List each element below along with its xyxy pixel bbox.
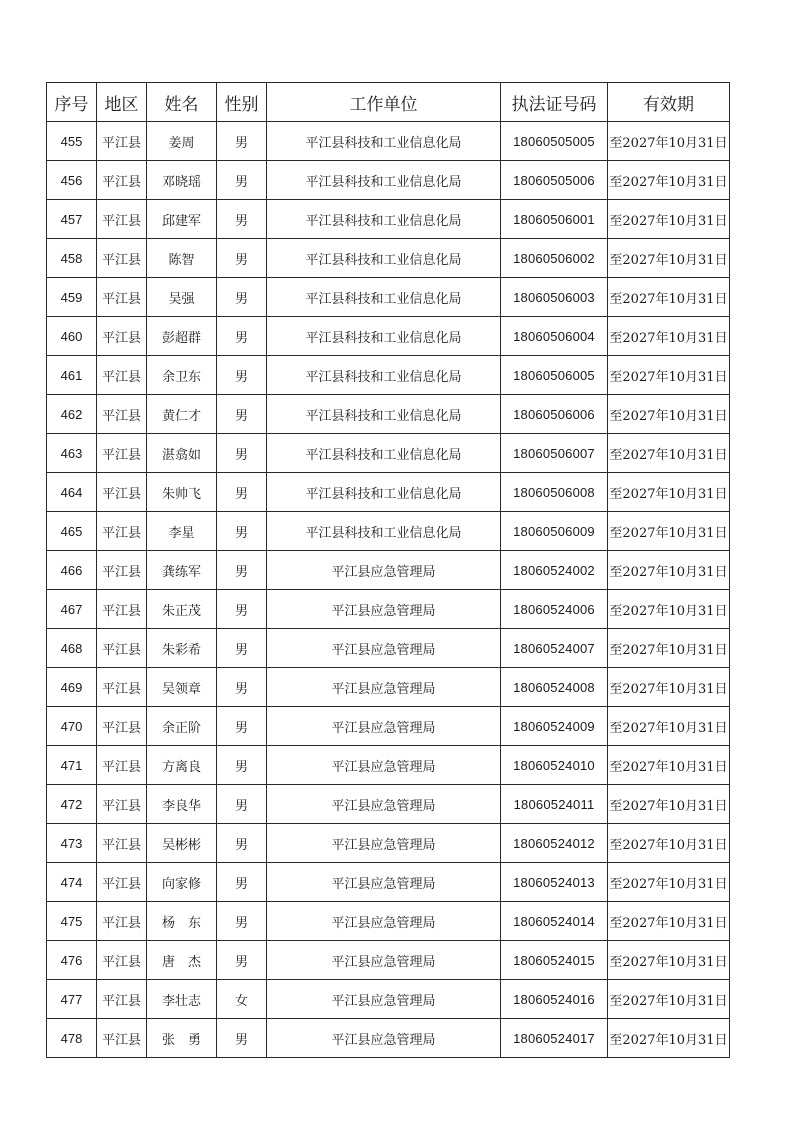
cell-valid: 至2027年10月31日 xyxy=(608,122,730,161)
cell-unit: 平江县应急管理局 xyxy=(267,824,501,863)
cell-cert: 18060524012 xyxy=(501,824,608,863)
table-row xyxy=(47,317,730,356)
cell-valid: 至2027年10月31日 xyxy=(608,590,730,629)
cell-region: 平江县 xyxy=(97,863,147,902)
table-row xyxy=(47,1019,730,1058)
cell-seq: 463 xyxy=(47,434,97,473)
cell-unit: 平江县应急管理局 xyxy=(267,902,501,941)
cell-gender: 男 xyxy=(217,200,267,239)
cell-seq: 459 xyxy=(47,278,97,317)
cell-unit: 平江县科技和工业信息化局 xyxy=(267,161,501,200)
table-row xyxy=(47,473,730,512)
cell-seq: 455 xyxy=(47,122,97,161)
cell-name: 朱正茂 xyxy=(147,590,217,629)
cell-seq: 465 xyxy=(47,512,97,551)
cell-valid: 至2027年10月31日 xyxy=(608,473,730,512)
cell-cert: 18060524014 xyxy=(501,902,608,941)
cell-unit: 平江县科技和工业信息化局 xyxy=(267,395,501,434)
cell-seq: 456 xyxy=(47,161,97,200)
cell-valid: 至2027年10月31日 xyxy=(608,317,730,356)
cell-cert: 18060506008 xyxy=(501,473,608,512)
cell-cert: 18060524010 xyxy=(501,746,608,785)
cell-name: 彭超群 xyxy=(147,317,217,356)
cell-valid: 至2027年10月31日 xyxy=(608,551,730,590)
cell-cert: 18060505005 xyxy=(501,122,608,161)
cell-region: 平江县 xyxy=(97,239,147,278)
cell-gender: 男 xyxy=(217,239,267,278)
cell-unit: 平江县应急管理局 xyxy=(267,746,501,785)
cell-unit: 平江县应急管理局 xyxy=(267,1019,501,1058)
cell-unit: 平江县应急管理局 xyxy=(267,590,501,629)
cell-region: 平江县 xyxy=(97,317,147,356)
table-row xyxy=(47,629,730,668)
cell-valid: 至2027年10月31日 xyxy=(608,629,730,668)
header-gender: 性别 xyxy=(217,83,267,122)
cell-cert: 18060506007 xyxy=(501,434,608,473)
cell-unit: 平江县科技和工业信息化局 xyxy=(267,473,501,512)
cell-seq: 462 xyxy=(47,395,97,434)
cell-seq: 468 xyxy=(47,629,97,668)
cell-name: 吴彬彬 xyxy=(147,824,217,863)
cell-cert: 18060524013 xyxy=(501,863,608,902)
table-row xyxy=(47,707,730,746)
cell-region: 平江县 xyxy=(97,356,147,395)
cell-cert: 18060506004 xyxy=(501,317,608,356)
cell-cert: 18060524011 xyxy=(501,785,608,824)
table-row xyxy=(47,668,730,707)
cell-unit: 平江县应急管理局 xyxy=(267,785,501,824)
cell-name: 邓晓瑶 xyxy=(147,161,217,200)
table-row xyxy=(47,902,730,941)
cell-name: 黄仁才 xyxy=(147,395,217,434)
cell-region: 平江县 xyxy=(97,278,147,317)
cell-name: 张 勇 xyxy=(147,1019,217,1058)
cell-gender: 男 xyxy=(217,863,267,902)
header-unit: 工作单位 xyxy=(267,83,501,122)
cell-name: 李壮志 xyxy=(147,980,217,1019)
cell-gender: 男 xyxy=(217,122,267,161)
cell-valid: 至2027年10月31日 xyxy=(608,707,730,746)
cell-unit: 平江县科技和工业信息化局 xyxy=(267,434,501,473)
cell-name: 向家修 xyxy=(147,863,217,902)
cell-valid: 至2027年10月31日 xyxy=(608,980,730,1019)
cell-region: 平江县 xyxy=(97,122,147,161)
cell-valid: 至2027年10月31日 xyxy=(608,239,730,278)
cell-name: 朱彩希 xyxy=(147,629,217,668)
cell-name: 余正阶 xyxy=(147,707,217,746)
table-row xyxy=(47,278,730,317)
cell-region: 平江县 xyxy=(97,512,147,551)
cell-cert: 18060506009 xyxy=(501,512,608,551)
cell-cert: 18060506001 xyxy=(501,200,608,239)
table-row xyxy=(47,746,730,785)
cell-gender: 男 xyxy=(217,824,267,863)
header-seq: 序号 xyxy=(47,83,97,122)
cell-region: 平江县 xyxy=(97,980,147,1019)
table-row xyxy=(47,980,730,1019)
cell-valid: 至2027年10月31日 xyxy=(608,512,730,551)
cell-seq: 475 xyxy=(47,902,97,941)
cell-name: 吴强 xyxy=(147,278,217,317)
table-row xyxy=(47,434,730,473)
cell-name: 方离良 xyxy=(147,746,217,785)
cell-cert: 18060524008 xyxy=(501,668,608,707)
cell-name: 姜周 xyxy=(147,122,217,161)
table-row xyxy=(47,863,730,902)
cell-seq: 461 xyxy=(47,356,97,395)
cell-name: 邱建军 xyxy=(147,200,217,239)
cell-name: 湛翕如 xyxy=(147,434,217,473)
table-row xyxy=(47,941,730,980)
cell-region: 平江县 xyxy=(97,746,147,785)
header-cert: 执法证号码 xyxy=(501,83,608,122)
table-body xyxy=(47,122,730,1058)
header-region: 地区 xyxy=(97,83,147,122)
cell-valid: 至2027年10月31日 xyxy=(608,668,730,707)
cell-unit: 平江县科技和工业信息化局 xyxy=(267,200,501,239)
table-row xyxy=(47,161,730,200)
cell-name: 朱帅飞 xyxy=(147,473,217,512)
cell-name: 龚练军 xyxy=(147,551,217,590)
cell-valid: 至2027年10月31日 xyxy=(608,902,730,941)
cell-unit: 平江县应急管理局 xyxy=(267,629,501,668)
cell-gender: 男 xyxy=(217,512,267,551)
personnel-table xyxy=(46,82,730,1058)
table-row xyxy=(47,395,730,434)
cell-region: 平江县 xyxy=(97,473,147,512)
table-row xyxy=(47,512,730,551)
cell-region: 平江县 xyxy=(97,1019,147,1058)
cell-region: 平江县 xyxy=(97,551,147,590)
cell-gender: 男 xyxy=(217,668,267,707)
table-row xyxy=(47,239,730,278)
cell-unit: 平江县科技和工业信息化局 xyxy=(267,317,501,356)
cell-unit: 平江县科技和工业信息化局 xyxy=(267,512,501,551)
cell-region: 平江县 xyxy=(97,200,147,239)
cell-valid: 至2027年10月31日 xyxy=(608,1019,730,1058)
cell-name: 杨 东 xyxy=(147,902,217,941)
cell-cert: 18060506003 xyxy=(501,278,608,317)
cell-region: 平江县 xyxy=(97,824,147,863)
cell-valid: 至2027年10月31日 xyxy=(608,824,730,863)
cell-seq: 470 xyxy=(47,707,97,746)
cell-name: 吴领章 xyxy=(147,668,217,707)
cell-valid: 至2027年10月31日 xyxy=(608,161,730,200)
cell-region: 平江县 xyxy=(97,590,147,629)
cell-name: 唐 杰 xyxy=(147,941,217,980)
cell-cert: 18060506006 xyxy=(501,395,608,434)
cell-region: 平江县 xyxy=(97,629,147,668)
cell-seq: 472 xyxy=(47,785,97,824)
cell-gender: 男 xyxy=(217,434,267,473)
cell-cert: 18060524016 xyxy=(501,980,608,1019)
header-valid: 有效期 xyxy=(608,83,730,122)
cell-region: 平江县 xyxy=(97,668,147,707)
cell-unit: 平江县应急管理局 xyxy=(267,668,501,707)
cell-name: 陈智 xyxy=(147,239,217,278)
cell-region: 平江县 xyxy=(97,785,147,824)
table-row xyxy=(47,122,730,161)
cell-seq: 471 xyxy=(47,746,97,785)
cell-gender: 男 xyxy=(217,551,267,590)
cell-gender: 男 xyxy=(217,473,267,512)
cell-seq: 467 xyxy=(47,590,97,629)
cell-valid: 至2027年10月31日 xyxy=(608,278,730,317)
cell-region: 平江县 xyxy=(97,395,147,434)
cell-region: 平江县 xyxy=(97,707,147,746)
cell-seq: 457 xyxy=(47,200,97,239)
cell-seq: 458 xyxy=(47,239,97,278)
cell-name: 余卫东 xyxy=(147,356,217,395)
table-row xyxy=(47,551,730,590)
table-row xyxy=(47,785,730,824)
cell-valid: 至2027年10月31日 xyxy=(608,200,730,239)
cell-gender: 女 xyxy=(217,980,267,1019)
cell-unit: 平江县科技和工业信息化局 xyxy=(267,356,501,395)
table-row xyxy=(47,356,730,395)
cell-valid: 至2027年10月31日 xyxy=(608,785,730,824)
cell-gender: 男 xyxy=(217,317,267,356)
cell-unit: 平江县应急管理局 xyxy=(267,707,501,746)
cell-unit: 平江县应急管理局 xyxy=(267,980,501,1019)
cell-gender: 男 xyxy=(217,707,267,746)
table-header-row xyxy=(47,83,730,122)
cell-unit: 平江县科技和工业信息化局 xyxy=(267,278,501,317)
cell-seq: 476 xyxy=(47,941,97,980)
cell-name: 李良华 xyxy=(147,785,217,824)
cell-seq: 464 xyxy=(47,473,97,512)
cell-cert: 18060506002 xyxy=(501,239,608,278)
cell-gender: 男 xyxy=(217,1019,267,1058)
cell-cert: 18060524006 xyxy=(501,590,608,629)
cell-gender: 男 xyxy=(217,629,267,668)
cell-valid: 至2027年10月31日 xyxy=(608,356,730,395)
cell-gender: 男 xyxy=(217,902,267,941)
table-row xyxy=(47,200,730,239)
header-name: 姓名 xyxy=(147,83,217,122)
cell-gender: 男 xyxy=(217,278,267,317)
cell-region: 平江县 xyxy=(97,161,147,200)
cell-seq: 474 xyxy=(47,863,97,902)
cell-cert: 18060524015 xyxy=(501,941,608,980)
cell-cert: 18060506005 xyxy=(501,356,608,395)
table-row xyxy=(47,824,730,863)
cell-gender: 男 xyxy=(217,941,267,980)
table-row xyxy=(47,590,730,629)
cell-valid: 至2027年10月31日 xyxy=(608,434,730,473)
cell-seq: 478 xyxy=(47,1019,97,1058)
cell-cert: 18060524009 xyxy=(501,707,608,746)
cell-cert: 18060524002 xyxy=(501,551,608,590)
cell-seq: 477 xyxy=(47,980,97,1019)
cell-region: 平江县 xyxy=(97,941,147,980)
cell-gender: 男 xyxy=(217,785,267,824)
cell-seq: 473 xyxy=(47,824,97,863)
cell-gender: 男 xyxy=(217,395,267,434)
cell-seq: 469 xyxy=(47,668,97,707)
cell-valid: 至2027年10月31日 xyxy=(608,941,730,980)
cell-unit: 平江县科技和工业信息化局 xyxy=(267,122,501,161)
cell-cert: 18060524007 xyxy=(501,629,608,668)
cell-cert: 18060524017 xyxy=(501,1019,608,1058)
cell-region: 平江县 xyxy=(97,434,147,473)
cell-valid: 至2027年10月31日 xyxy=(608,863,730,902)
cell-gender: 男 xyxy=(217,161,267,200)
cell-unit: 平江县科技和工业信息化局 xyxy=(267,239,501,278)
cell-gender: 男 xyxy=(217,746,267,785)
cell-region: 平江县 xyxy=(97,902,147,941)
cell-valid: 至2027年10月31日 xyxy=(608,395,730,434)
cell-seq: 460 xyxy=(47,317,97,356)
cell-name: 李星 xyxy=(147,512,217,551)
cell-unit: 平江县应急管理局 xyxy=(267,941,501,980)
cell-valid: 至2027年10月31日 xyxy=(608,746,730,785)
cell-gender: 男 xyxy=(217,590,267,629)
cell-gender: 男 xyxy=(217,356,267,395)
cell-unit: 平江县应急管理局 xyxy=(267,551,501,590)
cell-unit: 平江县应急管理局 xyxy=(267,863,501,902)
cell-cert: 18060505006 xyxy=(501,161,608,200)
cell-seq: 466 xyxy=(47,551,97,590)
